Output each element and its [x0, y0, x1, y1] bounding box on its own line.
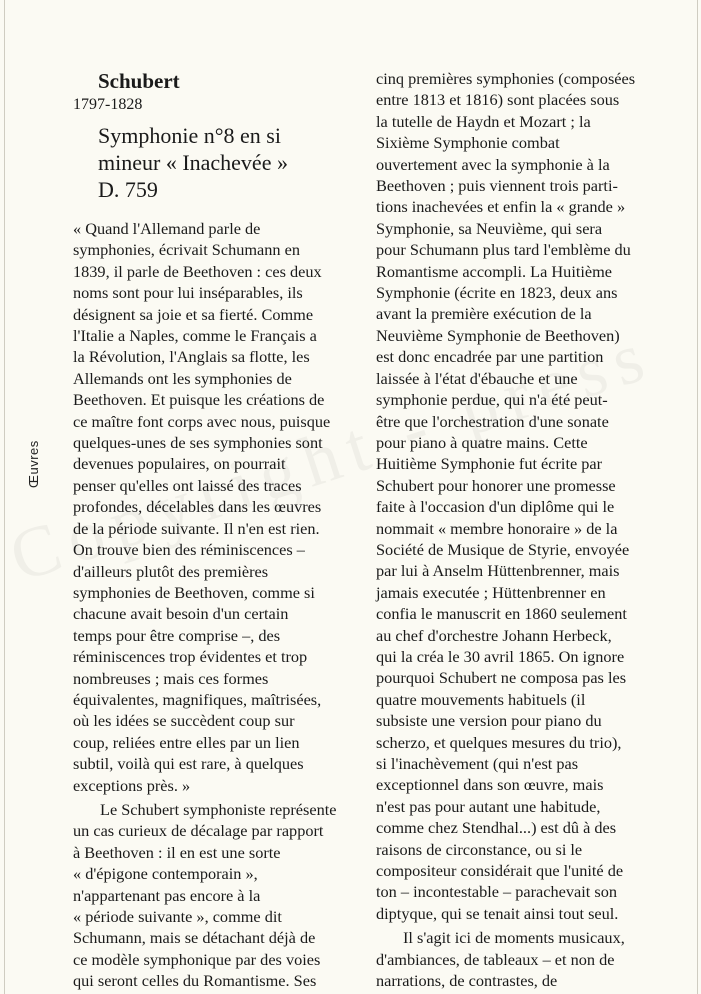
text-line: devenues populaires, on pourrait [73, 454, 286, 474]
work-title-line: mineur « Inachevée » [98, 150, 288, 175]
text-line: Sixième Symphonie combat [376, 133, 560, 153]
text-line: n'est pas pour autant une habitude, [376, 796, 601, 816]
text-line: Société de Musique de Styrie, envoyée [376, 539, 630, 559]
text-line: penser qu'elles ont laissé des traces [73, 475, 302, 495]
text-line: confia le manuscrit en 1860 seulement [376, 604, 627, 624]
composer-dates: 1797-1828 [73, 96, 143, 113]
side-section-label: Œuvres [26, 440, 41, 488]
text-line: au chef d'orchestre Johann Herbeck, [376, 625, 612, 645]
text-line: d'ailleurs plutôt des premières [73, 561, 269, 581]
text-line: cinq premières symphonies (composées [376, 69, 636, 88]
text-line: qui seront celles du Romantisme. Ses [73, 971, 317, 991]
text-line: Neuvième Symphonie de Beethoven) [376, 325, 620, 345]
text-line: Schumann, mais se détachant déjà de [73, 928, 316, 948]
text-line: quatre mouvements habituels (il [376, 689, 586, 709]
text-line: ton – incontestable – parachevait son [376, 882, 617, 902]
text-line: avant la première exécution de la [376, 304, 592, 324]
work-title-line: D. 759 [98, 177, 158, 202]
text-line: subsiste une version pour piano du [376, 711, 602, 731]
text-line: entre 1813 et 1816) sont placées sous [376, 90, 620, 110]
text-line: nommait « membre honoraire » de la [376, 518, 618, 538]
text-line: est donc encadrée par une partition [376, 347, 604, 367]
text-line: scherzo, et quelques mesures du trio), [376, 732, 622, 752]
text-line: Symphonie (écrite en 1823, deux ans [376, 283, 618, 303]
text-line: exceptions près. » [73, 775, 191, 795]
text-line: nombreuses ; mais ces formes [73, 668, 269, 688]
text-line: Schubert pour honorer une promesse [376, 475, 616, 495]
work-title-line: Symphonie n°8 en si [98, 123, 281, 148]
text-line: « Quand l'Allemand parle de [73, 219, 261, 238]
text-line: à Beethoven : il en est une sorte [73, 842, 281, 862]
text-line: si l'inachèvement (qui n'est pas [376, 754, 579, 773]
work-title [98, 122, 358, 203]
text-line: subtil, voilà qui est rare, à quelques [73, 754, 304, 774]
text-line: Allemands ont les symphonies de [73, 368, 292, 388]
text-line: Beethoven ; puis viennent trois parti- [376, 176, 618, 196]
text-line: pourquoi Schubert ne composa pas les [376, 668, 627, 688]
text-line: désignent sa joie et sa fierté. Comme [73, 304, 314, 324]
text-line: par lui à Anselm Hüttenbrenner, mais [376, 561, 620, 581]
text-line: ouvertement avec la symphonie à la [376, 154, 610, 174]
text-line: un cas curieux de décalage par rapport [73, 821, 324, 841]
text-line: On trouve bien des réminiscences – [73, 540, 305, 560]
text-line: diptyque, qui se tenait ainsi tout seul. [376, 903, 619, 923]
right-column-text [376, 68, 676, 991]
text-line: raisons de circonstance, ou si le [376, 839, 583, 859]
text-line: faite à l'occasion d'un diplôme qui le [376, 497, 615, 517]
page-edge-right [697, 0, 698, 994]
text-line: qui la créa le 30 avril 1865. On ignore [376, 646, 625, 666]
text-line: où les idées se succèdent coup sur [73, 711, 295, 731]
text-line: la Révolution, l'Anglais sa flotte, les [73, 347, 310, 367]
text-line: équivalentes, magnifiques, maîtrisées, [73, 689, 322, 709]
text-line: narrations, de contrastes, de [376, 971, 558, 991]
text-line: la tutelle de Haydn et Mozart ; la [376, 111, 591, 131]
text-line: laissée à l'état d'ébauche et une [376, 368, 578, 388]
text-line: symphonies, écrivait Schumann en [73, 240, 300, 260]
text-line: coup, reliées entre elles par un lien [73, 732, 300, 752]
text-line: chacune avait besoin d'un certain [73, 604, 289, 624]
text-line: Il s'agit ici de moments musicaux, [403, 928, 625, 948]
left-column-text [73, 218, 373, 992]
text-line: symphonies de Beethoven, comme si [73, 582, 315, 602]
text-line: Le Schubert symphoniste représente [100, 799, 337, 819]
text-line: exceptionnel dans son œuvre, mais [376, 775, 604, 795]
text-line: tions inachevées et enfin la « grande » [376, 197, 626, 217]
text-line: pour piano à quatre mains. Cette [376, 432, 588, 452]
text-line: ce modèle symphonique par des voies [73, 949, 321, 969]
text-line: symphonie perdue, qui n'a été peut- [376, 390, 608, 410]
text-line: « période suivante », comme dit [73, 907, 282, 926]
text-line: d'ambiances, de tableaux – et non de [376, 949, 615, 969]
text-line: noms sont pour lui inséparables, ils [73, 283, 303, 303]
text-line: profondes, décelables dans les œuvres [73, 497, 322, 517]
text-line: Huitième Symphonie fut écrite par [376, 454, 603, 474]
text-line: compositeur considérait que l'unité de [376, 861, 624, 881]
text-line: comme chez Stendhal...) est dû à des [376, 818, 617, 838]
text-line: temps pour être comprise –, des [73, 625, 281, 645]
text-line: « d'épigone contemporain », [73, 864, 258, 884]
text-line: être que l'orchestration d'une sonate [376, 411, 609, 431]
text-line: Beethoven. Et puisque les créations de [73, 390, 325, 410]
text-line: jamais executée ; Hüttenbrenner en [376, 582, 606, 602]
text-line: Romantisme accompli. La Huitième [376, 261, 613, 281]
text-line: de la période suivante. Il n'en est rien. [73, 518, 320, 538]
text-line: n'appartenant pas encore à la [73, 885, 261, 905]
text-line: ce maître font corps avec nous, puisque [73, 411, 331, 431]
page-edge-left [4, 0, 5, 994]
text-line: Symphonie, sa Neuvième, qui sera [376, 218, 603, 238]
text-line: 1839, il parle de Beethoven : ces deux [73, 261, 322, 281]
text-line: l'Italie a Naples, comme le Français a [73, 326, 317, 346]
text-line: pour Schumann plus tard l'emblème du [376, 240, 631, 260]
text-line: quelques-unes de ses symphonies sont [73, 433, 323, 453]
composer-name: Schubert [98, 69, 180, 93]
text-line: réminiscences trop évidentes et trop [73, 647, 308, 667]
